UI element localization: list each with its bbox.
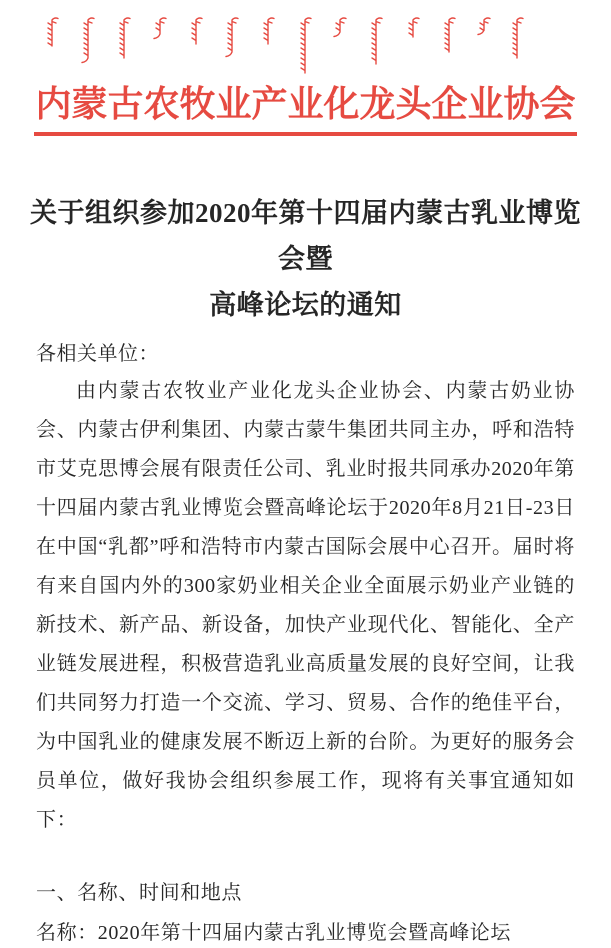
notice-title xyxy=(30,190,581,328)
letterhead xyxy=(0,0,611,136)
mongolian-word xyxy=(264,18,274,44)
mongolian-word xyxy=(372,18,382,64)
mongolian-word xyxy=(226,18,238,57)
org-name: 内蒙古农牧业产业化龙头企业协会 xyxy=(35,84,576,124)
mongolian-word xyxy=(334,18,346,37)
letterhead-divider xyxy=(34,132,577,136)
mongolian-word xyxy=(513,18,523,58)
mongolian-word xyxy=(192,18,202,44)
salutation: 各相关单位： xyxy=(36,343,159,365)
notice-title-line-2: 高峰论坛的通知 xyxy=(209,290,402,320)
mongolian-word xyxy=(154,18,166,39)
mongolian-word xyxy=(82,18,94,63)
mongolian-word xyxy=(120,18,130,58)
mongolian-word xyxy=(478,18,490,35)
mongolian-word xyxy=(301,18,311,73)
mongolian-word xyxy=(409,18,419,37)
mongolian-word xyxy=(48,18,58,46)
notice-body-paragraph: 由内蒙古农牧业产业化龙头企业协会、内蒙古奶业协会、内蒙古伊利集团、内蒙古蒙牛集团共同主办，呼和浩特市艾克思博会展有限责任公司、乳业时报共同承办2020年第十四届内蒙古乳业博览会暨高峰论坛于2020年8月21日-23日在中国“乳都”呼和浩特市内蒙古国际会展中心召开。届时将有来自国内外的300家奶业相关企业全面展示奶业产业链的新技术、新产品、新设备，加快产业现代化、智能化、全产业链发展进程，积极营造乳业高质量发展的良好空间，让我们共同努力打造一个交流、学习、贸易、合作的绝佳平台，为中国乳业的健康发展不断迈上新的台阶。为更好的服务会员单位，做好我协会组织参展工作，现将有关事宜通知如下： xyxy=(36,380,575,831)
section-1-heading: 一、名称、时间和地点 xyxy=(36,882,242,904)
mongolian-script-text xyxy=(0,16,611,84)
mongolian-word xyxy=(445,18,455,52)
section-1-name-line: 名称：2020年第十四届内蒙古乳业博览会暨高峰论坛 xyxy=(36,922,511,944)
notice-title-line-1: 关于组织参加2020年第十四届内蒙古乳业博览会暨 xyxy=(30,198,581,274)
